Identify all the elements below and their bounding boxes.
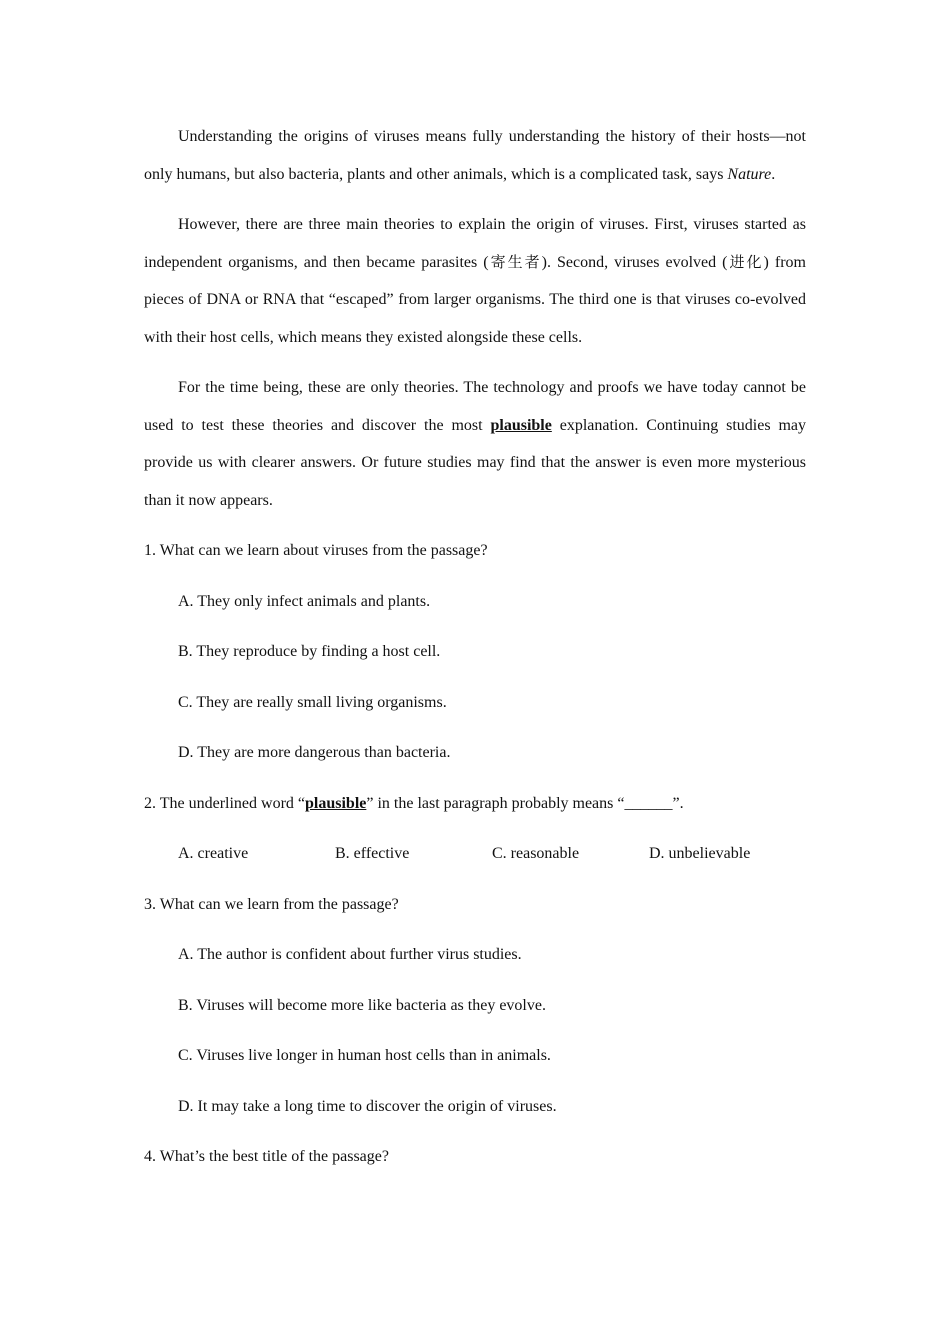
question-4-stem: 4. What’s the best title of the passage? (144, 1148, 389, 1165)
paragraph-1-text: Understanding the origins of viruses means fully understanding the history of their hosts—not only humans, but also bacteria, plants and other animals, which is a complicated task, says (144, 128, 806, 183)
passage-paragraph-3 (144, 369, 806, 519)
chinese-gloss-parasites: 寄生者 (488, 252, 542, 271)
question-1-option-b: B. They reproduce by finding a host cell. (178, 643, 441, 660)
question-2-option-b: B. effective (335, 845, 410, 862)
paragraph-3-text-a: For the time being, these are only theories. The technology and proofs we have today cannot be used to test these theories and discover the most (144, 379, 806, 434)
question-4 (144, 1138, 806, 1189)
paragraph-3-text-b: explanation. Continuing studies may provide us with clearer answers. Or future studies may find that the answer is even more mysterious than it now appears. (144, 416, 807, 509)
passage-paragraph-2 (144, 206, 806, 356)
paragraph-1-end: . (771, 165, 776, 183)
question-2-keyword: plausible (305, 794, 367, 812)
paragraph-2-text-b: ). Second, viruses evolved ( (541, 253, 728, 271)
question-3-stem: 3. What can we learn from the passage? (144, 895, 399, 913)
question-3-option-d: D. It may take a long time to discover the origin of viruses. (178, 1097, 557, 1115)
source-name: Nature (727, 165, 772, 183)
question-3-option-a: A. The author is confident about further virus studies. (178, 946, 522, 963)
question-2-options (144, 835, 806, 886)
question-2-option-c: C. reasonable (492, 845, 580, 862)
paragraph-2-text-a: However, there are three main theories to explain the origin of viruses. First, viruses started as independent organisms, and then became parasites ( (144, 216, 806, 271)
paragraph-2-text-c: ) from pieces of DNA or RNA that “escaped” from larger organisms. The third one is that viruses co-evolved with their host cells, which means they existed alongside these cells. (144, 253, 806, 346)
question-3-option-c: C. Viruses live longer in human host cells than in animals. (178, 1047, 551, 1064)
question-2 (144, 785, 806, 886)
question-1-option-a: A. They only infect animals and plants. (178, 592, 431, 610)
question-1-option-d: D. They are more dangerous than bacteria. (178, 744, 451, 761)
chinese-gloss-evolved: 进化 (727, 252, 764, 271)
question-2-stem (144, 785, 806, 836)
question-1 (144, 532, 806, 785)
question-1-option-c: C. They are really small living organisms. (178, 693, 447, 711)
question-1-stem: 1. What can we learn about viruses from the passage? (144, 542, 488, 559)
underlined-keyword: plausible (490, 416, 552, 434)
document-page (144, 118, 806, 1189)
question-2-stem-a: 2. The underlined word “ (144, 794, 305, 812)
passage-paragraph-1 (144, 118, 806, 193)
question-3 (144, 886, 806, 1139)
question-2-option-d: D. unbelievable (649, 845, 751, 862)
question-3-option-b: B. Viruses will become more like bacteria as they evolve. (178, 996, 546, 1014)
question-2-option-a: A. creative (178, 845, 249, 862)
question-2-stem-b: ” in the last paragraph probably means “______”. (366, 794, 684, 812)
